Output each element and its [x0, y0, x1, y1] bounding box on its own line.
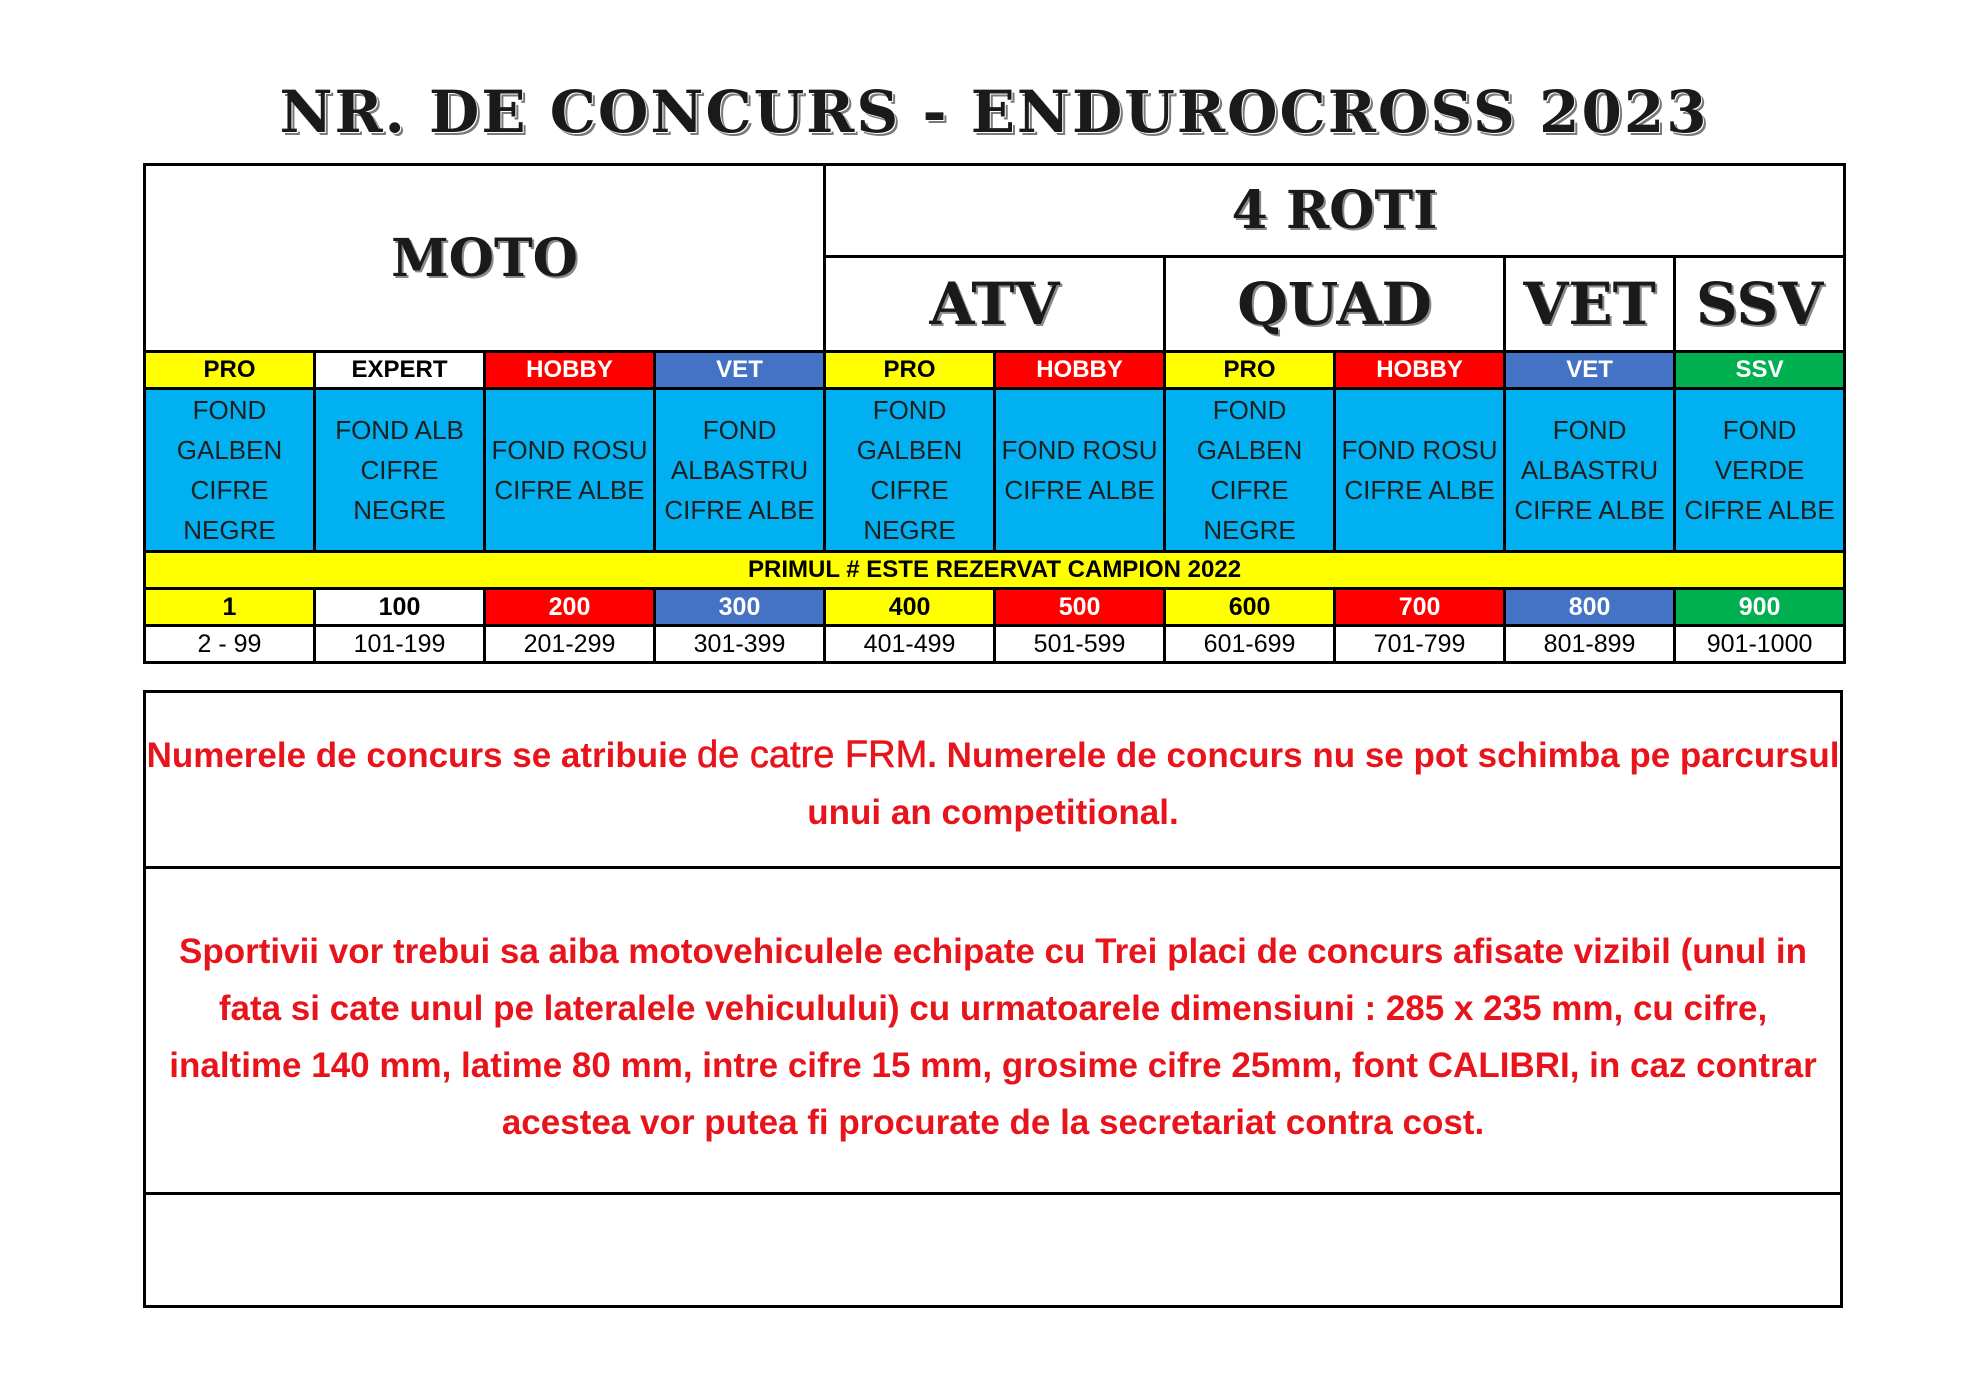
plate-description-line: CIFRE ALBE [1684, 495, 1835, 525]
plate-description-line: FOND ALB [335, 415, 464, 445]
category-label: PRO [825, 352, 995, 389]
number-range: 101-199 [315, 626, 485, 663]
plate-description-line: CIFRE [190, 475, 269, 505]
category-label: SSV [1675, 352, 1845, 389]
plate-description-line: CIFRE [360, 455, 439, 485]
plate-description-row [145, 389, 1845, 552]
start-number: 200 [485, 589, 655, 626]
champion-notice: PRIMUL # ESTE REZERVAT CAMPION 2022 [145, 552, 1845, 589]
number-range: 801-899 [1505, 626, 1675, 663]
plate-description [485, 389, 655, 552]
plate-description [825, 389, 995, 552]
group-4-roti-header: 4 ROTI [825, 165, 1845, 257]
assignment-rule-text [146, 693, 1840, 841]
plate-description-line: FOND [1212, 395, 1287, 425]
plate-requirements-box [143, 866, 1843, 1195]
plate-requirements-text: Sportivii vor trebui sa aiba motovehiculele echipate cu Trei placi de concurs afisate vizibil (unul in fata si cate unul pe lateralele vehiculului) cu urmatoarele dimensiuni : 285 x 235 mm, cu cifre, inaltime 140 mm, latime 80 mm, intre cifre 15 mm, grosime cifre 25mm, font CALIBRI, in caz contrar acestea vor putea fi procurate de la secretariat contra cost. [169, 932, 1817, 1142]
subgroup-atv-header: ATV [825, 257, 1165, 352]
plate-description-line: VERDE [1714, 455, 1805, 485]
plate-description-line: NEGRE [863, 515, 956, 545]
plate-description-line: ALBASTRU [1520, 455, 1659, 485]
plate-description-line: FOND [702, 415, 777, 445]
plate-description-line: CIFRE ALBE [1004, 475, 1155, 505]
subgroup-quad-header: QUAD [1165, 257, 1505, 352]
category-label: VET [1505, 352, 1675, 389]
number-range: 301-399 [655, 626, 825, 663]
start-number: 1 [145, 589, 315, 626]
plate-description-line: FOND ROSU [1001, 435, 1158, 465]
start-number: 100 [315, 589, 485, 626]
plate-description-line: FOND [872, 395, 947, 425]
category-label: PRO [145, 352, 315, 389]
number-range: 201-299 [485, 626, 655, 663]
number-range: 601-699 [1165, 626, 1335, 663]
assignment-rule-emphasis: de catre FRM [697, 734, 928, 776]
category-label: HOBBY [995, 352, 1165, 389]
plate-description-line: FOND [1722, 415, 1797, 445]
start-number-row [145, 589, 1845, 626]
plate-description-line: CIFRE ALBE [1514, 495, 1665, 525]
start-number: 500 [995, 589, 1165, 626]
plate-description-line: CIFRE ALBE [1344, 475, 1495, 505]
category-label: VET [655, 352, 825, 389]
number-range: 501-599 [995, 626, 1165, 663]
plate-description-line: ALBASTRU [670, 455, 809, 485]
plate-description-line: GALBEN [856, 435, 963, 465]
plate-description-line: CIFRE [1210, 475, 1289, 505]
category-label: EXPERT [315, 352, 485, 389]
category-label: PRO [1165, 352, 1335, 389]
plate-description-line: GALBEN [1196, 435, 1303, 465]
plate-description [145, 389, 315, 552]
number-range: 2 - 99 [145, 626, 315, 663]
start-number: 800 [1505, 589, 1675, 626]
empty-footer-box [143, 1192, 1843, 1308]
plate-description-line: FOND [192, 395, 267, 425]
number-table [143, 163, 1846, 664]
plate-description [315, 389, 485, 552]
start-number: 400 [825, 589, 995, 626]
assignment-rule-box [143, 690, 1843, 869]
assignment-rule-part2: . Numerele de concurs nu se pot schimba pe parcursul unui an competitional. [807, 736, 1840, 832]
assignment-rule-part1: Numerele de concurs se atribuie [146, 736, 698, 775]
plate-description [995, 389, 1165, 552]
number-range: 701-799 [1335, 626, 1505, 663]
number-range-row [145, 626, 1845, 663]
plate-description-line: FOND ROSU [1341, 435, 1498, 465]
group-moto-header: MOTO [145, 165, 825, 352]
start-number: 900 [1675, 589, 1845, 626]
plate-description [1165, 389, 1335, 552]
number-range: 901-1000 [1675, 626, 1845, 663]
start-number: 600 [1165, 589, 1335, 626]
plate-description-line: NEGRE [353, 495, 446, 525]
plate-description-line: CIFRE ALBE [664, 495, 815, 525]
page-title: NR. DE CONCURS - ENDUROCROSS 2023 [279, 78, 1709, 146]
plate-description-line: CIFRE ALBE [494, 475, 645, 505]
plate-description-line: NEGRE [1203, 515, 1296, 545]
start-number: 300 [655, 589, 825, 626]
number-range: 401-499 [825, 626, 995, 663]
plate-description-line: CIFRE [870, 475, 949, 505]
plate-description [655, 389, 825, 552]
plate-description-line: NEGRE [183, 515, 276, 545]
subgroup-ssv-header: SSV [1675, 257, 1845, 352]
category-row [145, 352, 1845, 389]
subgroup-vet-header: VET [1505, 257, 1675, 352]
category-label: HOBBY [485, 352, 655, 389]
plate-description [1505, 389, 1675, 552]
category-label: HOBBY [1335, 352, 1505, 389]
start-number: 700 [1335, 589, 1505, 626]
plate-description [1335, 389, 1505, 552]
plate-description-line: GALBEN [176, 435, 283, 465]
plate-description-line: FOND ROSU [491, 435, 648, 465]
plate-description [1675, 389, 1845, 552]
plate-description-line: FOND [1552, 415, 1627, 445]
